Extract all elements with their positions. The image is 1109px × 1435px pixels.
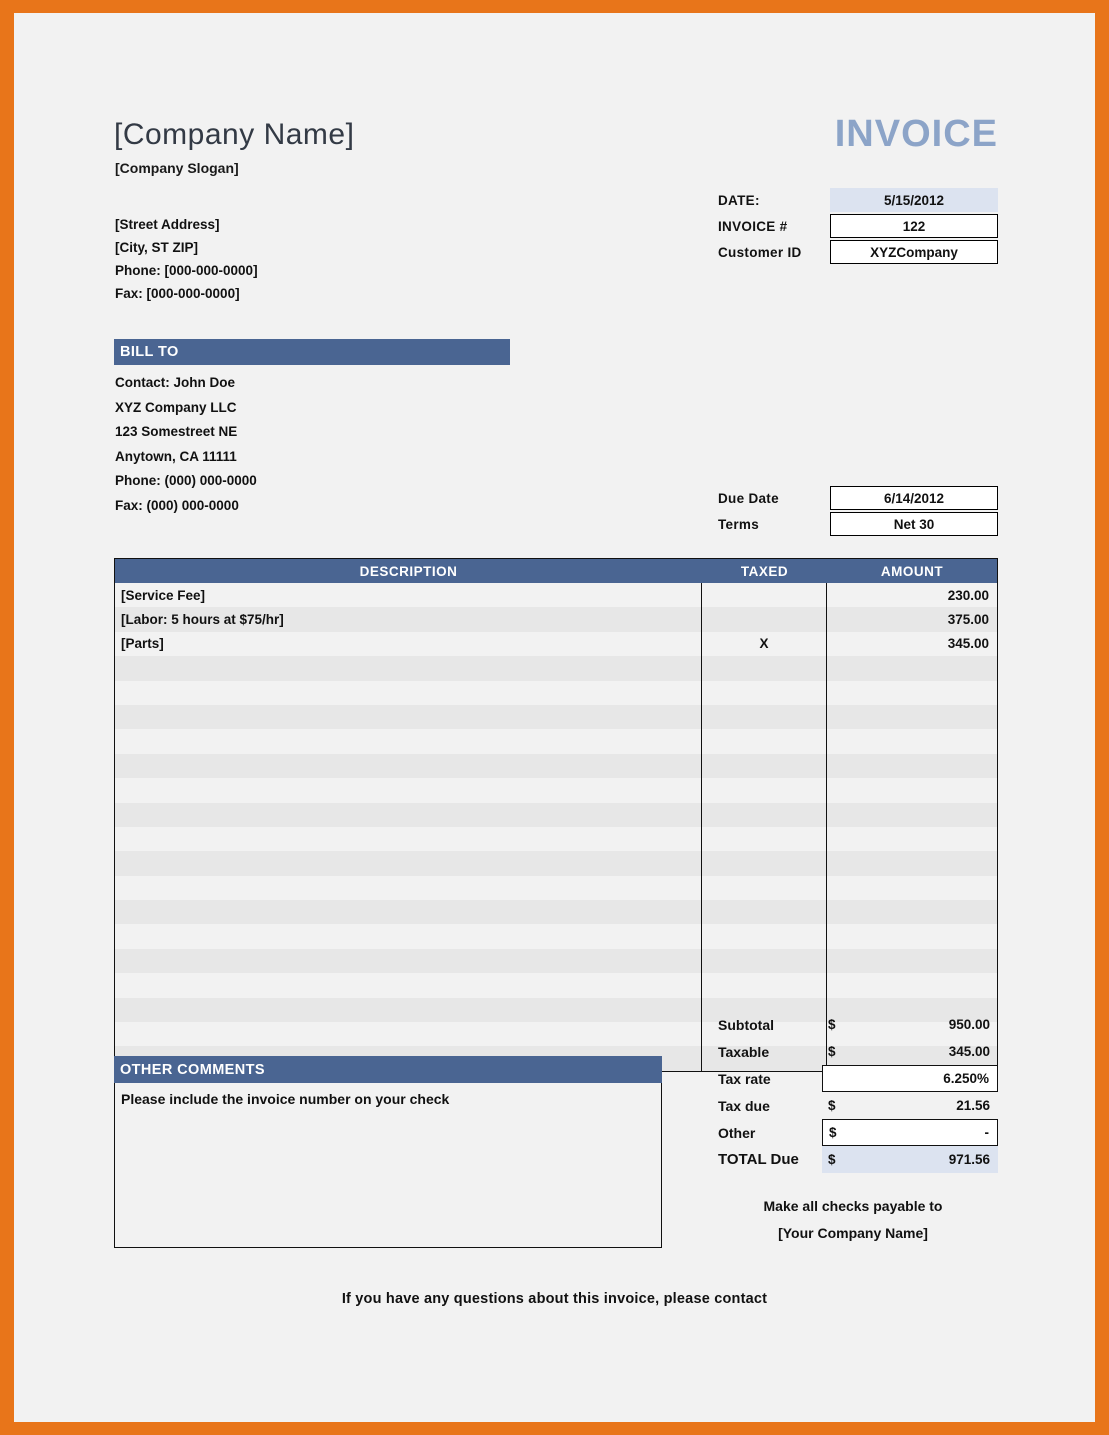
line-item-taxed: [702, 583, 827, 607]
line-item-taxed: [702, 876, 827, 900]
footer-note: If you have any questions about this invoice, please contact: [341, 1291, 768, 1307]
line-item-row[interactable]: [115, 973, 997, 997]
line-item-amount: [827, 827, 997, 851]
line-item-description: [115, 876, 702, 900]
totals-amount: 971.56: [948, 1152, 990, 1167]
totals-label: Tax due: [718, 1097, 770, 1114]
due-date-row: [718, 486, 998, 510]
line-item-description: [115, 778, 702, 802]
line-item-description: [Parts]: [115, 632, 702, 656]
line-item-description: [Labor: 5 hours at $75/hr]: [115, 607, 702, 631]
line-item-taxed: [702, 851, 827, 875]
line-item-taxed: [702, 827, 827, 851]
totals-row: [718, 1038, 998, 1065]
line-item-taxed: [702, 681, 827, 705]
line-item-taxed: [702, 656, 827, 680]
line-item-taxed: X: [702, 632, 827, 656]
other-comments-box[interactable]: [114, 1083, 662, 1248]
totals-amount: 950.00: [948, 1017, 990, 1032]
totals-value-cell: [822, 1146, 998, 1173]
line-item-row[interactable]: [115, 827, 997, 851]
bill-to-line: Anytown, CA 11111: [115, 448, 237, 464]
company-name: [Company Name]: [114, 118, 355, 151]
line-item-row[interactable]: [115, 583, 997, 607]
line-item-description: [115, 754, 702, 778]
line-item-row[interactable]: [115, 949, 997, 973]
line-item-description: [Service Fee]: [115, 583, 702, 607]
line-item-taxed: [702, 607, 827, 631]
bill-to-header: BILL TO: [114, 339, 510, 365]
totals-label: Taxable: [718, 1043, 770, 1060]
line-item-description: [115, 729, 702, 753]
line-item-taxed: [702, 949, 827, 973]
meta-label: INVOICE #: [718, 218, 788, 234]
bill-to-line: 123 Somestreet NE: [115, 424, 238, 439]
payable-note: [708, 1193, 998, 1247]
address-line: Fax: [000-000-0000]: [115, 286, 240, 301]
line-item-amount: [827, 778, 997, 802]
totals-value-cell: [822, 1038, 998, 1065]
line-item-amount: [827, 754, 997, 778]
line-item-description: [115, 924, 702, 948]
meta-label: DATE:: [718, 192, 760, 208]
invoice-title: INVOICE: [834, 113, 998, 155]
line-item-amount: [827, 876, 997, 900]
terms-field[interactable]: Net 30: [830, 512, 998, 536]
totals-row: [718, 1146, 998, 1173]
invoice-meta-table: [718, 188, 998, 266]
line-item-description: [115, 681, 702, 705]
bill-to-line: Phone: (000) 000-0000: [115, 473, 257, 488]
line-item-description: [115, 949, 702, 973]
meta-row-customer-id: [718, 240, 998, 264]
company-address: [115, 213, 258, 305]
totals-value-cell[interactable]: [822, 1065, 998, 1092]
line-item-taxed: [702, 803, 827, 827]
line-item-description: [115, 827, 702, 851]
line-item-description: [115, 705, 702, 729]
date-field[interactable]: 5/15/2012: [830, 188, 998, 212]
totals-row: [718, 1119, 998, 1146]
line-item-row[interactable]: [115, 607, 997, 631]
line-item-description: [115, 973, 702, 997]
line-item-amount: [827, 900, 997, 924]
line-item-row[interactable]: [115, 851, 997, 875]
invoice-number-field[interactable]: 122: [830, 214, 998, 238]
totals-amount: 345.00: [948, 1044, 990, 1059]
address-line: Phone: [000-000-0000]: [115, 263, 258, 278]
line-item-taxed: [702, 973, 827, 997]
line-item-taxed: [702, 778, 827, 802]
terms-row: [718, 512, 998, 536]
line-item-taxed: [702, 705, 827, 729]
totals-amount: 6.250%: [943, 1071, 989, 1086]
line-item-description: [115, 656, 702, 680]
line-item-row[interactable]: [115, 778, 997, 802]
customer-id-field[interactable]: XYZCompany: [830, 240, 998, 264]
line-item-description: [115, 851, 702, 875]
line-item-row[interactable]: [115, 876, 997, 900]
line-item-row[interactable]: [115, 803, 997, 827]
payable-line-2: [Your Company Name]: [778, 1225, 928, 1241]
bill-to-line: Fax: (000) 000-0000: [115, 497, 239, 513]
line-item-taxed: [702, 900, 827, 924]
line-item-amount: 375.00: [947, 612, 989, 628]
bill-to-block: [115, 371, 257, 518]
meta-row-date: [718, 188, 998, 212]
column-header-taxed: TAXED: [740, 563, 789, 579]
totals-label: Tax rate: [718, 1070, 771, 1087]
line-item-taxed: [702, 924, 827, 948]
totals-row: [718, 1092, 998, 1119]
address-line: [Street Address]: [115, 217, 220, 232]
line-item-amount: [827, 924, 997, 948]
payable-line-1: Make all checks payable to: [763, 1198, 943, 1214]
line-item-row[interactable]: [115, 656, 997, 680]
line-item-amount: [827, 729, 997, 753]
due-terms-table: [718, 486, 998, 538]
line-item-amount: [827, 803, 997, 827]
line-item-amount: [827, 681, 997, 705]
totals-value-cell[interactable]: [822, 1119, 998, 1146]
totals-table: [718, 1011, 998, 1173]
currency-symbol: $: [828, 1044, 836, 1059]
line-item-row[interactable]: [115, 681, 997, 705]
line-item-amount: [827, 973, 997, 997]
line-item-row[interactable]: [115, 924, 997, 948]
column-header-amount: AMOUNT: [880, 563, 944, 579]
line-item-amount: 345.00: [947, 636, 989, 652]
totals-amount: 21.56: [956, 1098, 990, 1113]
meta-label: Customer ID: [718, 244, 802, 260]
invoice-sheet: [14, 13, 1095, 1422]
totals-label: Subtotal: [718, 1016, 774, 1033]
totals-value-cell: [822, 1092, 998, 1119]
currency-symbol: $: [828, 1098, 836, 1113]
line-item-amount: [827, 656, 997, 680]
line-item-description: [115, 803, 702, 827]
other-comments-text: Please include the invoice number on your check: [121, 1091, 450, 1107]
invoice-page: [14, 13, 1095, 1422]
currency-symbol: $: [828, 1152, 836, 1167]
line-item-taxed: [702, 754, 827, 778]
line-item-row[interactable]: [115, 900, 997, 924]
bill-to-line: Contact: John Doe: [115, 375, 235, 390]
line-item-amount: [827, 949, 997, 973]
currency-symbol: $: [828, 1017, 836, 1032]
line-item-amount: [827, 705, 997, 729]
bill-to-line: XYZ Company LLC: [115, 399, 237, 415]
line-item-amount: 230.00: [947, 587, 989, 603]
line-item-row[interactable]: [115, 729, 997, 753]
column-header-description: DESCRIPTION: [359, 563, 458, 579]
totals-amount: -: [984, 1125, 989, 1140]
meta-row-invoice-number: [718, 214, 998, 238]
line-items-header: [115, 559, 997, 583]
totals-label: TOTAL Due: [718, 1151, 799, 1168]
totals-value-cell: [822, 1011, 998, 1038]
line-item-row[interactable]: [115, 705, 997, 729]
line-items-body: [115, 583, 997, 1071]
line-item-row[interactable]: [115, 632, 997, 656]
totals-row: [718, 1011, 998, 1038]
address-line: [City, ST ZIP]: [115, 240, 198, 255]
other-comments-header: OTHER COMMENTS: [114, 1056, 662, 1083]
terms-label: Terms: [718, 516, 760, 532]
line-item-description: [115, 1022, 702, 1046]
line-item-amount: [827, 851, 997, 875]
line-item-taxed: [702, 729, 827, 753]
totals-row: [718, 1065, 998, 1092]
company-slogan: [Company Slogan]: [115, 160, 239, 176]
totals-label: Other: [718, 1124, 756, 1141]
due-date-field[interactable]: 6/14/2012: [830, 486, 998, 510]
line-item-description: [115, 900, 702, 924]
line-item-row[interactable]: [115, 754, 997, 778]
line-items-table: [114, 558, 998, 1072]
due-date-label: Due Date: [718, 490, 779, 506]
currency-symbol: $: [829, 1125, 837, 1140]
line-item-description: [115, 998, 702, 1022]
